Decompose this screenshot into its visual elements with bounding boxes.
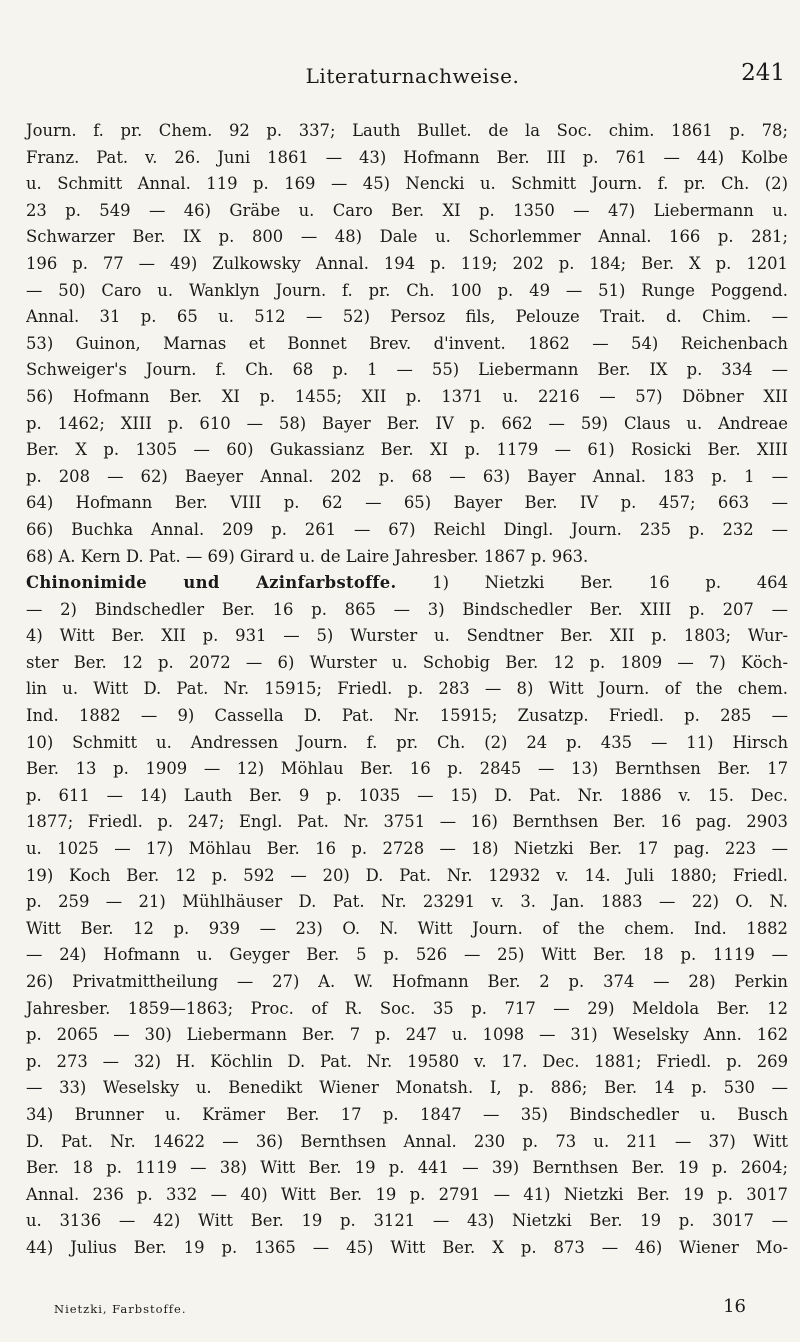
text-line: 68) A. Kern D. Pat. — 69) Girard u. de Laire Jahresber. 1867 p. 963. xyxy=(26,546,589,566)
text-line: 26) Privatmittheilung — 27) A. W. Hofmann Ber. 2 p. 374 — 28) Perkin xyxy=(26,972,788,991)
text-line: u. 1025 — 17) Möhlau Ber. 16 p. 2728 — 18) Nietzki Ber. 17 pag. 223 — xyxy=(26,839,788,859)
footer-author-title: Nietzki, Farbstoffe. xyxy=(54,1302,187,1316)
text-line: u. Schmitt Annal. 119 p. 169 — 45) Nencki u. Schmitt Journ. f. pr. Ch. (2) xyxy=(26,174,788,194)
text-line: 23 p. 549 — 46) Gräbe u. Caro Ber. XI p. 1350 — 47) Liebermann u. xyxy=(26,200,788,220)
text-line: p. 2065 — 30) Liebermann Ber. 7 p. 247 u. 1098 — 31) Weselsky Ann. 162 xyxy=(26,1025,788,1045)
text-line: 19) Koch Ber. 12 p. 592 — 20) D. Pat. Nr. 12932 v. 14. Juli 1880; Friedl. xyxy=(26,865,788,885)
text-line: — 2) Bindschedler Ber. 16 p. 865 — 3) Bindschedler Ber. XIII p. 207 — xyxy=(26,599,788,619)
text-line: p. 259 — 21) Mühlhäuser D. Pat. Nr. 23291 v. 3. Jan. 1883 — 22) O. N. xyxy=(26,892,788,912)
text-line: 44) Julius Ber. 19 p. 1365 — 45) Witt Ber. X p. 873 — 46) Wiener Mo- xyxy=(26,1237,788,1257)
page-number: 241 xyxy=(741,60,785,86)
text-line: Schwarzer Ber. IX p. 800 — 48) Dale u. Schorlemmer Annal. 166 p. 281; xyxy=(26,227,788,247)
running-title: Literaturnachweise. xyxy=(305,64,520,88)
text-line: lin u. Witt D. Pat. Nr. 15915; Friedl. p. 283 — 8) Witt Journ. of the chem. xyxy=(26,679,788,699)
page-footer xyxy=(54,1296,746,1320)
text-line: p. 273 — 32) H. Köchlin D. Pat. Nr. 19580 v. 17. Dec. 1881; Friedl. p. 269 xyxy=(26,1051,788,1071)
text-line: — 50) Caro u. Wanklyn Journ. f. pr. Ch. 100 p. 49 — 51) Runge Poggend. xyxy=(26,280,788,300)
text-line: Annal. 31 p. 65 u. 512 — 52) Persoz fils, Pelouze Trait. d. Chim. — xyxy=(26,307,788,327)
text-line: 4) Witt Ber. XII p. 931 — 5) Wurster u. Sendtner Ber. XII p. 1803; Wur- xyxy=(26,626,788,646)
text-line: Ber. 18 p. 1119 — 38) Witt Ber. 19 p. 441 — 39) Bernthsen Ber. 19 p. 2604; xyxy=(26,1158,788,1178)
text-line: — 33) Weselsky u. Benedikt Wiener Monatsh. I, p. 886; Ber. 14 p. 530 — xyxy=(26,1078,788,1098)
text-line: 34) Brunner u. Krämer Ber. 17 p. 1847 — 35) Bindschedler u. Busch xyxy=(26,1104,788,1124)
text-line: 196 p. 77 — 49) Zulkowsky Annal. 194 p. 119; 202 p. 184; Ber. X p. 1201 xyxy=(26,253,788,273)
text-line: Ber. X p. 1305 — 60) Gukassianz Ber. XI p. 1179 — 61) Rosicki Ber. XIII xyxy=(26,440,788,460)
text-line: Journ. f. pr. Chem. 92 p. 337; Lauth Bullet. de la Soc. chim. 1861 p. 78; xyxy=(26,121,788,140)
text-line: D. Pat. Nr. 14622 — 36) Bernthsen Annal. 230 p. 73 u. 211 — 37) Witt xyxy=(26,1131,788,1151)
text-line: 56) Hofmann Ber. XI p. 1455; XII p. 1371 u. 2216 — 57) Döbner XII xyxy=(26,386,788,406)
signature-mark: 16 xyxy=(723,1296,746,1317)
text-line: p. 208 — 62) Baeyer Annal. 202 p. 68 — 63) Bayer Annal. 183 p. 1 — xyxy=(26,466,788,486)
text-line: Ber. 13 p. 1909 — 12) Möhlau Ber. 16 p. 2845 — 13) Bernthsen Ber. 17 xyxy=(26,759,788,779)
text-line: u. 3136 — 42) Witt Ber. 19 p. 3121 — 43) Nietzki Ber. 19 p. 3017 — xyxy=(26,1211,788,1231)
section-first-line-rest: 1) Nietzki Ber. 16 p. 464 xyxy=(432,573,788,593)
text-line: p. 611 — 14) Lauth Ber. 9 p. 1035 — 15) D. Pat. Nr. 1886 v. 15. Dec. xyxy=(26,785,788,805)
page-header xyxy=(40,60,785,100)
text-line: 53) Guinon, Marnas et Bonnet Brev. d'invent. 1862 — 54) Reichenbach xyxy=(26,333,788,353)
text-line: 10) Schmitt u. Andressen Journ. f. pr. Ch. (2) 24 p. 435 — 11) Hirsch xyxy=(26,732,788,752)
text-line: ster Ber. 12 p. 2072 — 6) Wurster u. Schobig Ber. 12 p. 1809 — 7) Köch- xyxy=(26,652,788,672)
text-line: Schweiger's Journ. f. Ch. 68 p. 1 — 55) Liebermann Ber. IX p. 334 — xyxy=(26,360,788,380)
text-line: Ind. 1882 — 9) Cassella D. Pat. Nr. 15915; Zusatzp. Friedl. p. 285 — xyxy=(26,706,788,726)
text-line: Jahresber. 1859—1863; Proc. of R. Soc. 35 p. 717 — 29) Meldola Ber. 12 xyxy=(26,998,788,1018)
text-line: p. 1462; XIII p. 610 — 58) Bayer Ber. IV p. 662 — 59) Claus u. Andreae xyxy=(26,413,788,433)
text-line: Annal. 236 p. 332 — 40) Witt Ber. 19 p. 2791 — 41) Nietzki Ber. 19 p. 3017 xyxy=(26,1184,788,1204)
text-line: 66) Buchka Annal. 209 p. 261 — 67) Reichl Dingl. Journ. 235 p. 232 — xyxy=(26,519,788,539)
text-line: Franz. Pat. v. 26. Juni 1861 — 43) Hofmann Ber. III p. 761 — 44) Kolbe xyxy=(26,147,788,167)
section-first-line xyxy=(26,570,788,597)
references-text xyxy=(26,118,788,1262)
text-line: Witt Ber. 12 p. 939 — 23) O. N. Witt Journ. of the chem. Ind. 1882 xyxy=(26,918,788,938)
text-line: 64) Hofmann Ber. VIII p. 62 — 65) Bayer Ber. IV p. 457; 663 — xyxy=(26,493,788,513)
section-heading: Chinonimide und Azinfarbstoffe. xyxy=(26,573,397,593)
text-line: — 24) Hofmann u. Geyger Ber. 5 p. 526 — 25) Witt Ber. 18 p. 1119 — xyxy=(26,945,788,965)
text-line: 1877; Friedl. p. 247; Engl. Pat. Nr. 3751 — 16) Bernthsen Ber. 16 pag. 2903 xyxy=(26,812,788,832)
